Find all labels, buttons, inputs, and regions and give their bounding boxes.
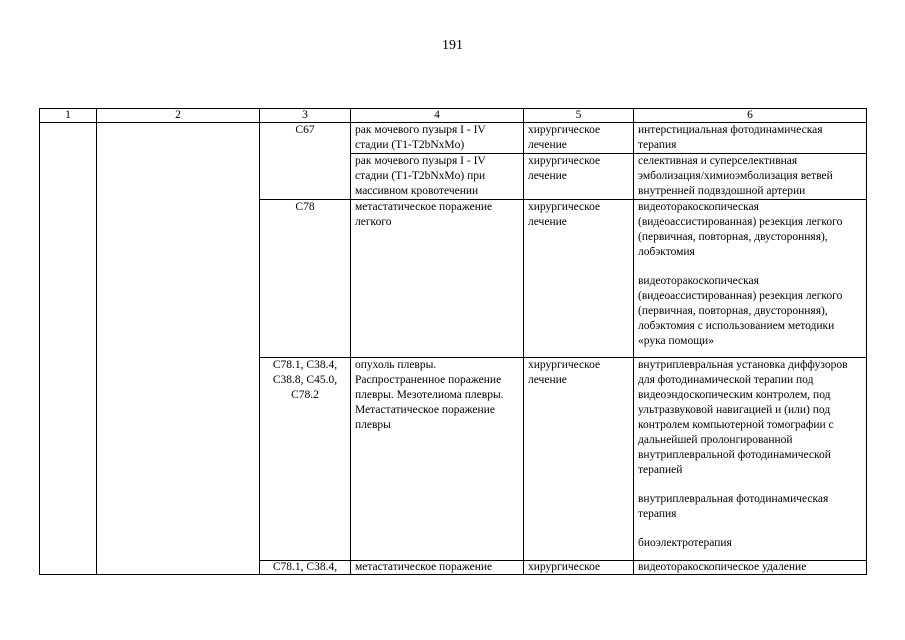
empty-cell-col1: [40, 123, 97, 575]
treatment-type-cell: хирургическое лечение: [524, 123, 634, 154]
treatment-table: [39, 108, 867, 575]
treatment-type-cell: хирургическое лечение: [524, 200, 634, 358]
method-option: видеоторакоскопическая (видеоассистированная) резекция легкого (первичная, повторная, двусторонняя), лобэктомия: [638, 201, 843, 258]
diagnosis-cell: рак мочевого пузыря I - IV стадии (T1-T2bNxMo) при массивном кровотечении: [351, 154, 524, 200]
method-option: биоэлектротерапия: [638, 537, 732, 549]
empty-cell-col2: [97, 123, 260, 575]
diagnosis-cell: рак мочевого пузыря I - IV стадии (T1-T2bNxMo): [351, 123, 524, 154]
treatment-type-cell: хирургическое: [524, 561, 634, 575]
method-cell: [634, 358, 867, 561]
method-cell: селективная и суперселективная эмболизация/химиоэмболизация ветвей внутренней подвздошной артерии: [634, 154, 867, 200]
col-header-3: 3: [260, 109, 351, 123]
diagnosis-cell: опухоль плевры. Распространенное поражение плевры. Мезотелиома плевры. Метастатическое поражение плевры: [351, 358, 524, 561]
col-header-5: 5: [524, 109, 634, 123]
treatment-type-cell: хирургическое лечение: [524, 154, 634, 200]
header-row: [40, 109, 867, 123]
method-cell: [634, 200, 867, 358]
code-cell: C78: [260, 200, 351, 358]
code-cell: C67: [260, 123, 351, 200]
treatment-type-cell: хирургическое лечение: [524, 358, 634, 561]
method-cell: видеоторакоскопическое удаление: [634, 561, 867, 575]
page-number: 191: [442, 38, 463, 53]
col-header-6: 6: [634, 109, 867, 123]
col-header-4: 4: [351, 109, 524, 123]
code-cell: C78.1, C38.4, C38.8, C45.0, C78.2: [260, 358, 351, 561]
diagnosis-cell: метастатическое поражение: [351, 561, 524, 575]
col-header-2: 2: [97, 109, 260, 123]
diagnosis-cell: метастатическое поражение легкого: [351, 200, 524, 358]
method-option: внутриплевральная фотодинамическая терапия: [638, 493, 829, 520]
method-option: видеоторакоскопическая (видеоассистированная) резекция легкого (первичная, повторная, двусторонняя), лобэктомия с использованием методики «рука помощи»: [638, 275, 843, 347]
code-cell: C78.1, C38.4,: [260, 561, 351, 575]
method-option: внутриплевральная установка диффузоров для фотодинамической терапии под видеоэндоскопическим контролем, под ультразвуковой навигацией и (или) под контролем компьютерной томографии с дальнейшей пролонгированной внутриплевральной фотодинамической терапией: [638, 359, 848, 476]
method-cell: интерстициальная фотодинамическая терапия: [634, 123, 867, 154]
table-row: [40, 123, 867, 154]
col-header-1: 1: [40, 109, 97, 123]
